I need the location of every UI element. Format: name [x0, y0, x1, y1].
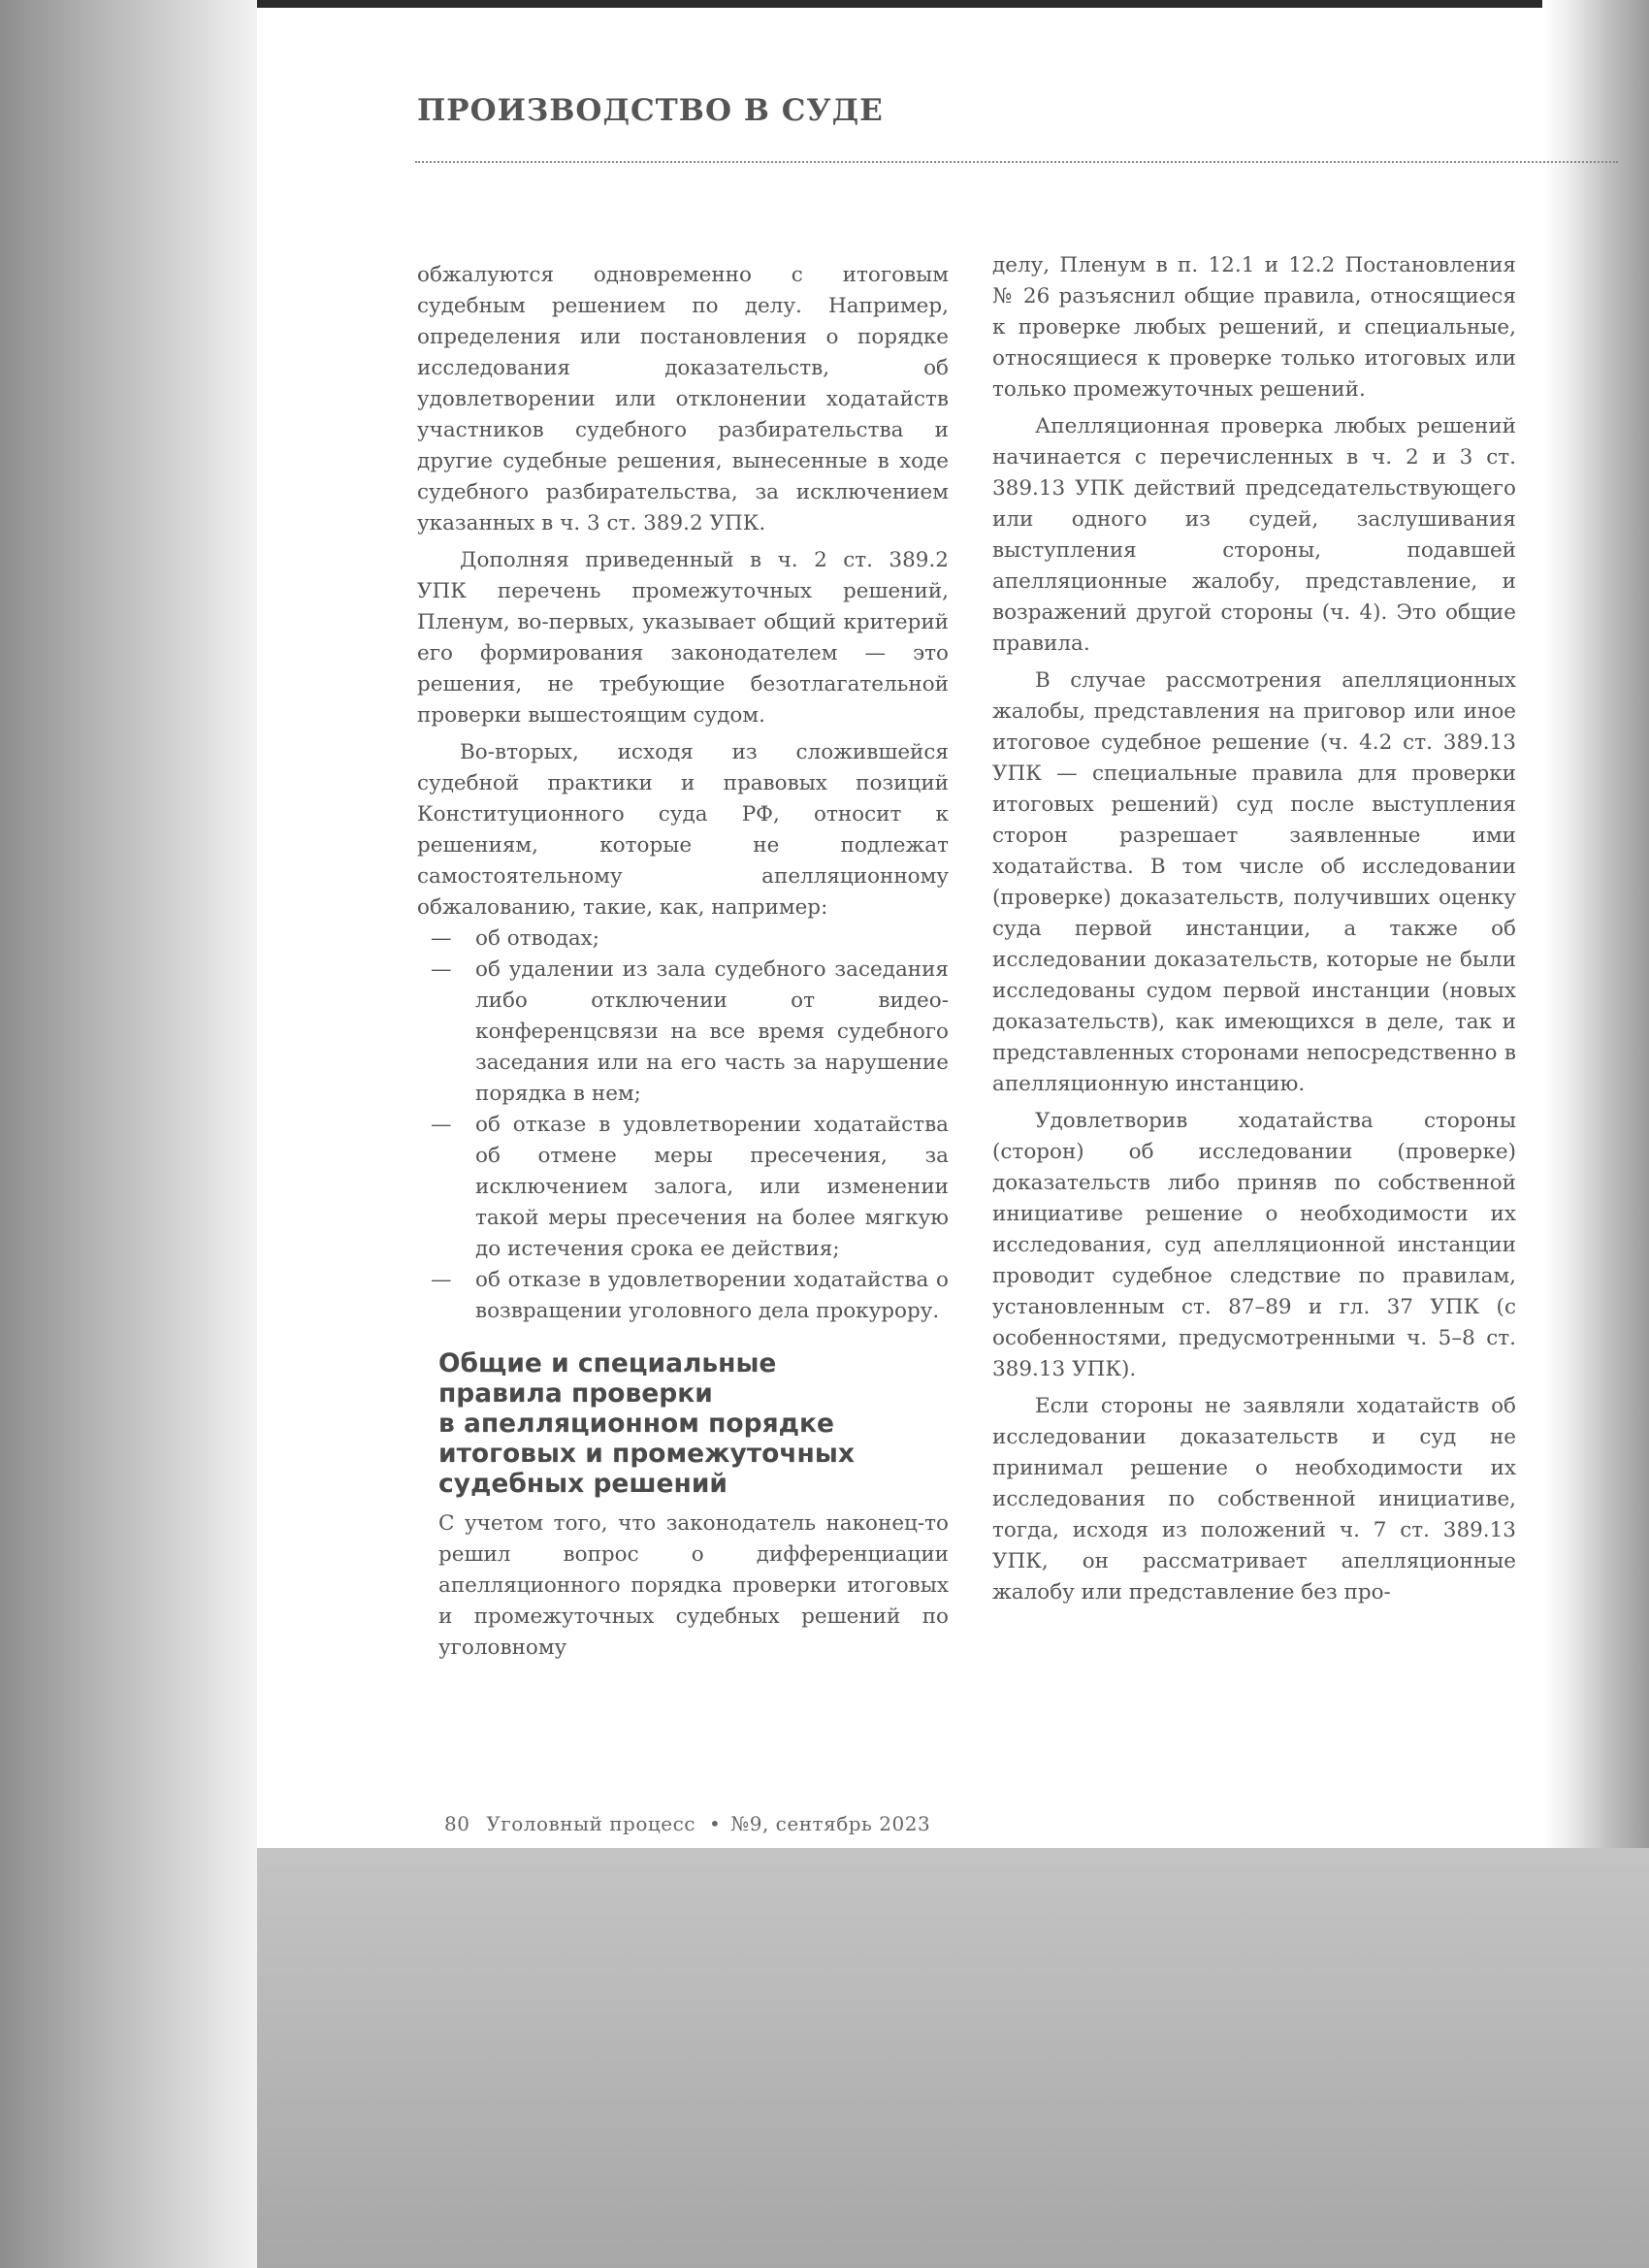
right-paragraph-1: делу, Пленум в п. 12.1 и 12.2 Постановления № 26 разъяснил общие правила, относящиеся к проверке любых решений, и специальные, относящиеся к проверке только итоговых или только промежуточных решений. — [992, 253, 1516, 402]
list-item: — об отказе в удовлетворении ходатайства об отмене меры пресечения, за исключением залога, или изменении такой меры пресечения на более мягкую до истечения срока ее действия; — [417, 1110, 949, 1265]
list-item: — об отказе в удовлетворении ходатайства о возвращении уголовного дела прокурору. — [417, 1265, 949, 1327]
page-number: 80 — [444, 1812, 470, 1835]
left-paragraph-3: Во-вторых, исходя из сложившейся судебной практики и правовых позиций Конституционного суда РФ, относит к решениям, которые не подлежат самостоятельному апелляционному обжалованию, такие, как, например: — [417, 740, 949, 920]
left-paragraph-4: С учетом того, что законодатель наконец-то решил вопрос о дифференциации апелляционного порядка проверки итоговых и промежуточных судебных решений по уголовному — [438, 1511, 949, 1660]
decisions-list — [417, 923, 949, 1327]
footer-separator: • — [709, 1812, 722, 1835]
list-item: — об удалении из зала судебного заседания либо отключении от видео-конференцсвязи на все время судебного заседания или на его часть за нарушение порядка в нем; — [417, 955, 949, 1110]
left-paragraph-1: обжалуются одновременно с итоговым судебным решением по делу. Например, определения или постановления о порядке исследования доказательств, об удовлетворении или отклонении ходатайств участников судебного разбирательства и другие судебные решения, вынесенные в ходе судебного разбирательства, за исключением указанных в ч. 3 ст. 389.2 УПК. — [417, 263, 949, 535]
scan-bottom-shadow — [257, 1848, 1649, 2268]
subheading-line: судебных решений — [438, 1469, 728, 1499]
section-subheading — [438, 1348, 949, 1499]
section-title: ПРОИЗВОДСТВО В СУДЕ — [417, 93, 884, 128]
list-item: — об отводах; — [417, 923, 949, 955]
left-paragraph-2: Дополняя приведенный в ч. 2 ст. 389.2 УПК перечень промежуточных решений, Пленум, во-первых, указывает общий критерий его формирования законодателем — это решения, не требующие безотлагательной проверки вышестоящим судом. — [417, 548, 949, 728]
journal-title: Уголовный процесс — [486, 1812, 695, 1835]
page-footer — [444, 1812, 940, 1835]
scan-top-edge — [257, 0, 1649, 8]
scan-left-shadow — [0, 0, 257, 2268]
right-paragraph-4: Удовлетворив ходатайства стороны (сторон) об исследовании (проверке) доказательств либо приняв по собственной инициативе решение о необходимости их исследования, суд апелляционной инстанции проводит судебное следствие по правилам, установленным ст. 87–89 и гл. 37 УПК (с особенностями, предусмотренными ч. 5–8 ст. 389.13 УПК). — [992, 1109, 1516, 1381]
right-paragraph-3: В случае рассмотрения апелляционных жалобы, представления на приговор или иное итоговое судебное решение (ч. 4.2 ст. 389.13 УПК — специальные правила для проверки итоговых решений) суд после выступления сторон разрешает заявленные ими ходатайства. В том числе об исследовании (проверке) доказательств, получивших оценку суда первой инстанции, а также об исследовании доказательств, которые не были исследованы судом первой инстанции (новых доказательств), как имеющихся в деле, так и представленных сторонами непосредственно в апелляционную инстанцию. — [992, 668, 1516, 1096]
journal-issue: №9, сентябрь 2023 — [730, 1812, 931, 1835]
header-divider — [415, 161, 1618, 163]
left-column — [417, 260, 949, 1664]
subheading-line: итоговых и промежуточных — [438, 1439, 855, 1469]
right-paragraph-2: Апелляционная проверка любых решений начинается с перечисленных в ч. 2 и 3 ст. 389.13 УПК действий председательствующего или одного из судей, заслушивания выступления стороны, подавшей апелляционные жалобу, представление, и возражений другой стороны (ч. 4). Это общие правила. — [992, 414, 1516, 656]
right-column — [992, 250, 1516, 1608]
subheading-line: Общие и специальные — [438, 1348, 777, 1378]
subheading-line: в апелляционном порядке — [438, 1409, 834, 1439]
subheading-line: правила проверки — [438, 1378, 713, 1409]
right-paragraph-5: Если стороны не заявляли ходатайств об исследовании доказательств и суд не принимал решение о необходимости их исследования по собственной инициативе, тогда, исходя из положений ч. 7 ст. 389.13 УПК, он рассматривает апелляционные жалобу или представление без про- — [992, 1394, 1516, 1604]
